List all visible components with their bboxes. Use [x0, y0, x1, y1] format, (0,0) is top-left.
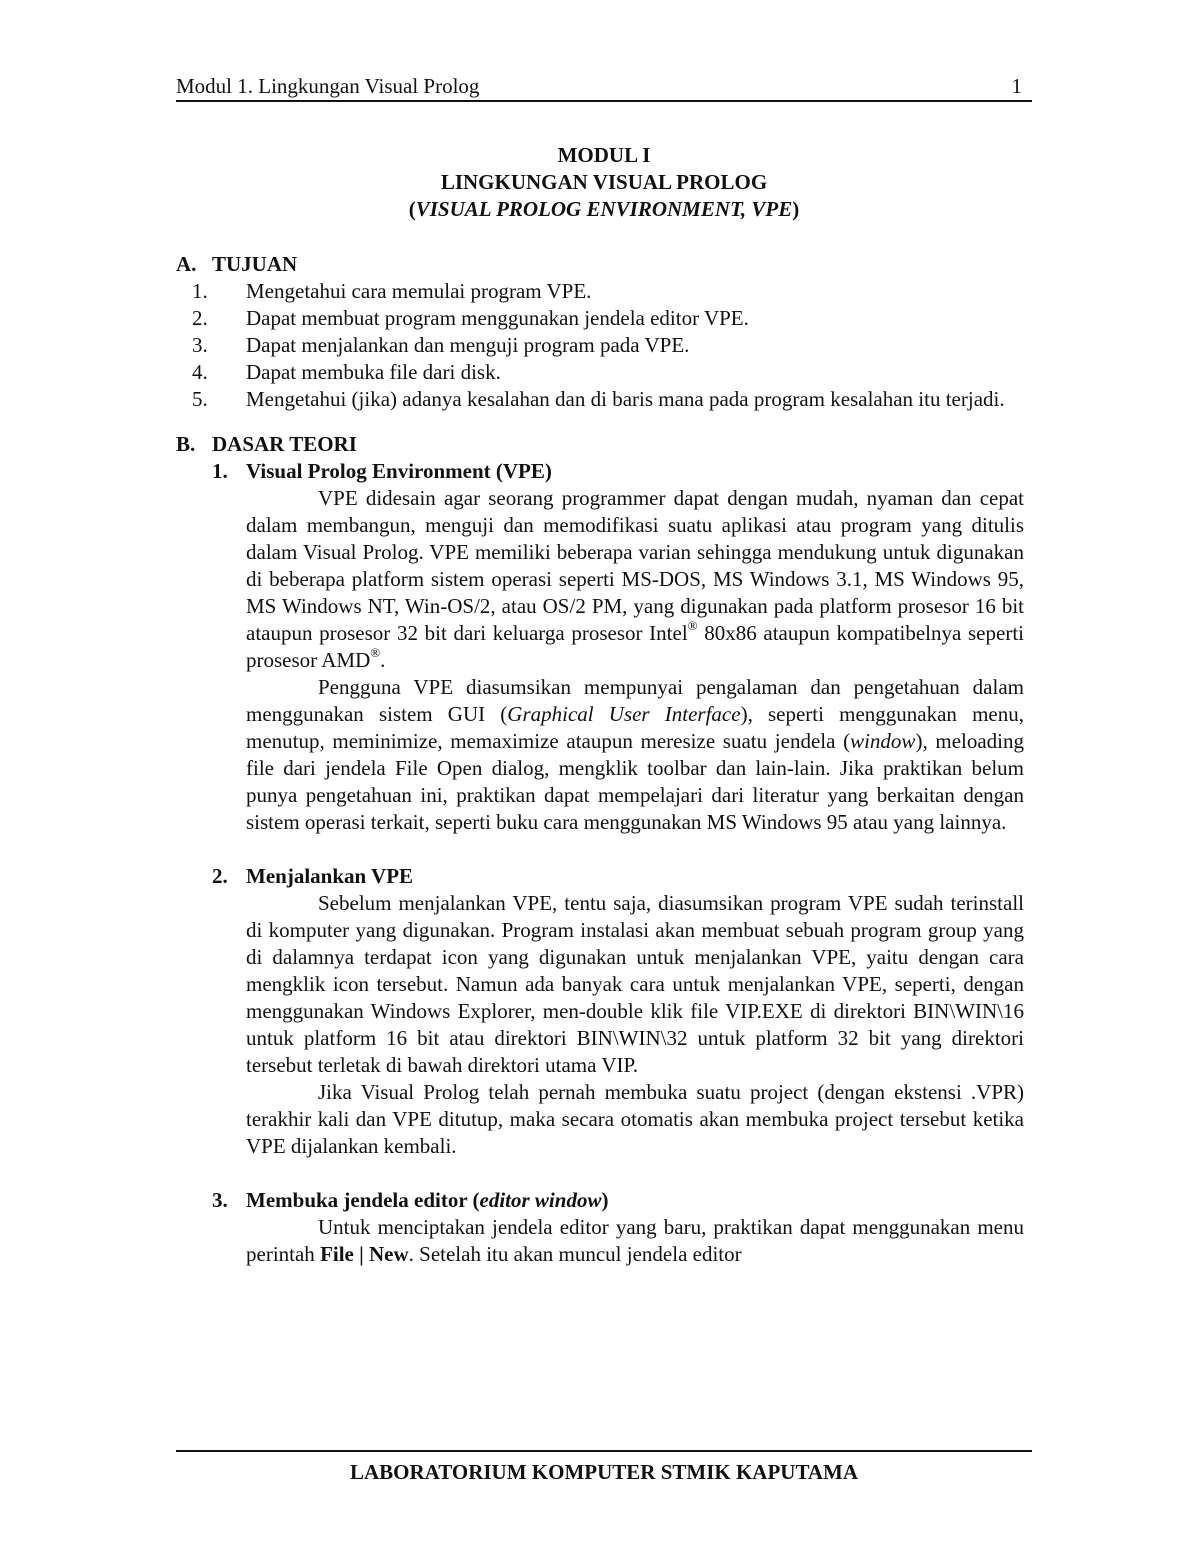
title-line-1: MODUL I [557, 143, 651, 167]
list-item-number: 4. [192, 360, 208, 384]
subsection-2-number: 2. [212, 864, 228, 888]
list-item [176, 359, 1024, 386]
list-item [176, 332, 1024, 359]
header-page-number: 1 [1011, 74, 1022, 98]
subsection-1-paragraph-1 [246, 485, 1024, 674]
paragraph-text: ), meloading file dari jendela File Open dialog, mengklik toolbar dan lain-lain. Jika praktikan belum punya pengetahuan ini, praktikan dapat mempelajari dari literatur yang berkaitan dengan sistem operasi terkait, seperti buku cara menggunakan MS Windows 95 atau yang lainnya. [246, 729, 1025, 834]
page-footer: LABORATORIUM KOMPUTER STMIK KAPUTAMA [176, 1450, 1032, 1485]
subsection-3-heading [176, 1187, 1024, 1214]
list-item [176, 278, 1024, 305]
paragraph-text: 80x86 ataupun kompatibelnya seperti prosesor AMD [246, 621, 1024, 672]
subsection-1-heading [176, 458, 1024, 485]
paragraph-text: VPE didesain agar seorang programmer dapat dengan mudah, nyaman dan cepat dalam membangun, menguji dan memodifikasi suatu aplikasi atau program yang ditulis dalam Visual Prolog. VPE memiliki beberapa varian sehingga mendukung untuk digunakan di beberapa platform sistem operasi seperti MS-DOS, MS Windows 3.1, MS Windows 95, MS Windows NT, Win-OS/2, atau OS/2 PM, yang digunakan pada platform prosesor 16 bit ataupun prosesor 32 bit dari keluarga prosesor Intel [246, 486, 1024, 645]
paragraph-text: . [380, 648, 386, 672]
subsection-3-title-close: ) [601, 1188, 609, 1212]
subsection-3-number: 3. [212, 1188, 228, 1212]
registered-mark: ® [370, 645, 381, 660]
subsection-2-heading [176, 863, 1024, 890]
list-item-text: Dapat menjalankan dan menguji program pada VPE. [246, 333, 690, 357]
document-body [176, 251, 1024, 1268]
registered-mark: ® [687, 618, 698, 633]
subsection-3-paragraph-1 [246, 1214, 1024, 1268]
title-line-2: LINGKUNGAN VISUAL PROLOG [440, 170, 768, 194]
section-b-title: DASAR TEORI [212, 432, 357, 456]
title-paren-close: ) [792, 197, 800, 221]
subsection-1-title: Visual Prolog Environment (VPE) [246, 459, 552, 483]
subsection-2-paragraph-1: Sebelum menjalankan VPE, tentu saja, diasumsikan program VPE sudah terinstall di komputer yang digunakan. Program instalasi akan membuat sebuah program group yang di dalamnya terdapat icon yang digunakan untuk menjalankan VPE, yaitu dengan cara mengklik icon tersebut. Namun ada banyak cara untuk menjalankan VPE, seperti, dengan menggunakan Windows Explorer, men-double klik file VIP.EXE di direktori BIN\WIN\16 untuk platform 16 bit atau direktori BIN\WIN\32 untuk platform 32 bit yang direktori tersebut terletak di bawah direktori utama VIP. [246, 891, 1024, 1077]
section-b-label: B. [176, 432, 196, 456]
subsection-3-title [246, 1187, 1024, 1214]
list-item-number: 1. [192, 279, 208, 303]
paragraph-text: . Setelah itu akan muncul jendela editor [408, 1242, 742, 1266]
paragraph-text: Untuk menciptakan jendela editor yang baru, praktikan dapat menggunakan menu perintah [246, 1215, 1024, 1266]
paragraph-text: ), seperti menggunakan menu, menutup, meminimize, memaximize ataupun meresize suatu jendela ( [246, 702, 1024, 753]
module-titles [176, 142, 1032, 223]
subsection-1-paragraph-2 [246, 674, 1024, 836]
list-item-text: Dapat membuka file dari disk. [246, 360, 501, 384]
subsection-1-number: 1. [212, 459, 228, 483]
paragraph-italic: Graphical User Interface [507, 702, 741, 726]
list-item-number: 2. [192, 306, 208, 330]
list-item-text: Mengetahui cara memulai program VPE. [246, 279, 592, 303]
subsection-2-paragraph-2: Jika Visual Prolog telah pernah membuka suatu project (dengan ekstensi .VPR) terakhir kali dan VPE ditutup, maka secara otomatis akan membuka project tersebut ketika VPE dijalankan kembali. [246, 1080, 1024, 1158]
title-italic: VISUAL PROLOG ENVIRONMENT, VPE [415, 197, 793, 221]
subsection-2-title: Menjalankan VPE [246, 864, 414, 888]
menu-command: File | New [320, 1242, 409, 1266]
paragraph-italic: window [850, 729, 916, 753]
subsection-3-title-text: Membuka jendela editor ( [246, 1188, 480, 1212]
list-item [176, 386, 1024, 413]
page-header [176, 70, 1032, 102]
section-a-label: A. [176, 252, 197, 276]
list-item-number: 3. [192, 333, 208, 357]
section-a-heading [176, 251, 1024, 278]
subsection-3-title-italic: editor window [479, 1188, 602, 1212]
goals-list [176, 278, 1024, 413]
list-item [176, 305, 1024, 332]
list-item-number: 5. [192, 387, 208, 411]
list-item-text: Dapat membuat program menggunakan jendela editor VPE. [246, 306, 749, 330]
paragraph-text: Pengguna VPE diasumsikan mempunyai pengalaman dan pengetahuan dalam menggunakan sistem GUI ( [246, 675, 1024, 726]
section-b-heading [176, 431, 1024, 458]
title-line-3 [176, 196, 1032, 223]
section-a-title: TUJUAN [212, 252, 298, 276]
title-paren-open: ( [408, 197, 416, 221]
list-item-text: Mengetahui (jika) adanya kesalahan dan di baris mana pada program kesalahan itu terjadi. [246, 387, 1005, 411]
header-title: Modul 1. Lingkungan Visual Prolog [176, 74, 480, 98]
